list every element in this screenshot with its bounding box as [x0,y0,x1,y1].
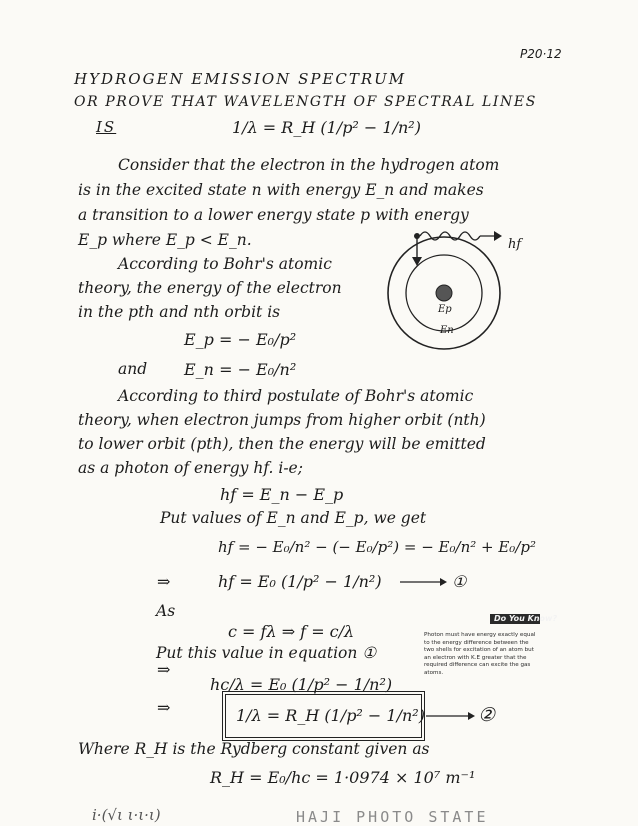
as-word: As [156,602,176,620]
para1-line3: a transition to a lower energy state p with energy [78,206,469,224]
title-line-3: IS [96,118,117,136]
footer-scribble: i·(√ι ι·ι·ι) [92,806,161,824]
equation-ep: E_p = − E₀/p² [184,330,297,349]
para1-line1: Consider that the electron in the hydrogen atom [118,156,500,174]
para2-line1: According to Bohr's atomic [118,255,332,273]
implies-arrow-4: ⇒ [157,698,171,717]
and-word: and [118,360,148,378]
implies-arrow-1: ⇒ [157,572,171,591]
did-you-know-text: Photon must have energy exactly equal to the energy difference between the two shells for excitation of an atom but an electron with K.E greater that the required difference can excite the gas atoms. [424,632,536,676]
did-you-know-title: Do You Know? [494,614,558,623]
equation-1-label: ① [452,572,467,591]
para3-line3: to lower orbit (pth), then the energy will be emitted [78,435,486,453]
put-this-line: Put this value in equation ① [156,644,377,662]
label-hf: hf [508,237,522,252]
put-values-line: Put values of E_n and E_p, we get [160,509,427,527]
equation-hf: hf = E_n − E_p [220,485,344,504]
page-number: P20·12 [520,47,562,61]
title-line-1: HYDROGEN EMISSION SPECTRUM [74,70,407,88]
where-line: Where R_H is the Rydberg constant given as [78,740,430,758]
para3-line1: According to third postulate of Bohr's atomic [118,387,474,405]
title-line-2: OR PROVE THAT WAVELENGTH OF SPECTRAL LINES [74,94,537,110]
title-formula: 1/λ = R_H (1/p² − 1/n²) [232,118,421,137]
para1-line4: E_p where E_p < E_n. [78,231,252,249]
para1-line2: is in the excited state n with energy E_n and makes [78,181,484,199]
label-en: En [440,325,454,336]
equation-2-label: ② [478,704,496,726]
equation-en: E_n = − E₀/n² [184,360,297,379]
equation-c: c = fλ ⇒ f = c/λ [228,622,355,641]
rydberg-equation: R_H = E₀/hc = 1·0974 × 10⁷ m⁻¹ [210,768,476,787]
implies-arrow-3: ⇒ [157,660,171,679]
equation-hf-expanded: hf = − E₀/n² − (− E₀/p²) = − E₀/n² + E₀/p² [218,538,536,556]
para2-line3: in the pth and nth orbit is [78,303,281,321]
para3-line2: theory, when electron jumps from higher orbit (nth) [78,411,486,429]
para2-line2: theory, the energy of the electron [78,279,342,297]
label-ep: Ep [438,304,452,315]
para3-line4: as a photon of energy hf. i-e; [78,459,303,477]
equation-hc: hc/λ = E₀ (1/p² − 1/n²) [210,675,393,694]
final-equation: 1/λ = R_H (1/p² − 1/n²) [236,706,425,725]
equation-hf-factored: hf = E₀ (1/p² − 1/n²) [218,572,382,591]
footer-stamp: HAJI PHOTO STATE [296,808,489,826]
